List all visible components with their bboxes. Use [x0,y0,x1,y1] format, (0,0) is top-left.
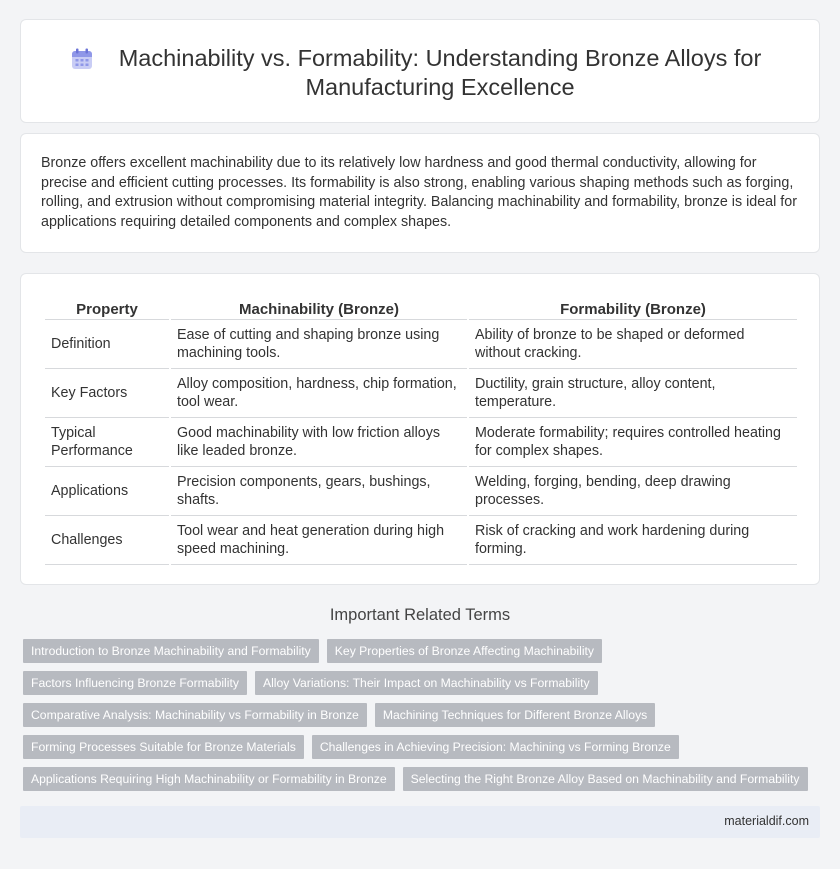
machinability-cell: Tool wear and heat generation during high speed machining. [171,516,467,565]
formability-cell: Ability of bronze to be shaped or deformed without cracking. [469,320,797,369]
machinability-cell: Precision components, gears, bushings, shafts. [171,467,467,516]
table-header-row [45,296,797,320]
machinability-cell: Good machinability with low friction alloys like leaded bronze. [171,418,467,467]
footer-site-link[interactable]: materialdif.com [724,814,809,828]
related-terms-list [23,639,803,799]
related-term-tag[interactable]: Factors Influencing Bronze Formability [23,671,247,695]
table-row [45,320,797,369]
related-term-tag[interactable]: Applications Requiring High Machinability or Formability in Bronze [23,767,395,791]
table-row [45,467,797,516]
related-term-tag[interactable]: Challenges in Achieving Precision: Machining vs Forming Bronze [312,735,679,759]
column-header-machinability: Machinability (Bronze) [171,296,467,320]
page-title: Machinability vs. Formability: Understanding Bronze Alloys for Manufacturing Excellence [118,45,762,100]
property-cell: Typical Performance [45,418,169,467]
property-cell: Definition [45,320,169,369]
related-term-tag[interactable]: Alloy Variations: Their Impact on Machinability vs Formability [255,671,598,695]
machinability-cell: Alloy composition, hardness, chip formation, tool wear. [171,369,467,418]
intro-paragraph: Bronze offers excellent machinability due to its relatively low hardness and good thermal conductivity, allowing for precise and efficient cutting processes. Its formability is also strong, enabling various shaping methods such as forging, rolling, and extrusion without compromising material integrity. Balancing machinability and formability, bronze is ideal for applications requiring detailed components and complex shapes. [41,155,797,230]
property-cell: Challenges [45,516,169,565]
related-term-tag[interactable]: Key Properties of Bronze Affecting Machinability [327,639,602,663]
related-term-tag[interactable]: Selecting the Right Bronze Alloy Based on Machinability and Formability [403,767,808,791]
property-cell: Applications [45,467,169,516]
related-terms-heading: Important Related Terms [329,606,511,624]
property-cell: Key Factors [45,369,169,418]
related-term-tag[interactable]: Machining Techniques for Different Bronze Alloys [375,703,655,727]
comparison-table [43,296,799,565]
formability-cell: Risk of cracking and work hardening during forming. [469,516,797,565]
intro-card [20,133,820,253]
formability-cell: Welding, forging, bending, deep drawing processes. [469,467,797,516]
comparison-table-card [20,273,820,585]
formability-cell: Moderate formability; requires controlled heating for complex shapes. [469,418,797,467]
related-term-tag[interactable]: Forming Processes Suitable for Bronze Materials [23,735,304,759]
related-term-tag[interactable]: Comparative Analysis: Machinability vs Formability in Bronze [23,703,367,727]
table-row [45,418,797,467]
formability-cell: Ductility, grain structure, alloy content, temperature. [469,369,797,418]
table-row [45,369,797,418]
footer [20,806,820,838]
related-term-tag[interactable]: Introduction to Bronze Machinability and Formability [23,639,319,663]
header-card [20,19,820,123]
column-header-formability: Formability (Bronze) [469,296,797,320]
machinability-cell: Ease of cutting and shaping bronze using machining tools. [171,320,467,369]
column-header-property: Property [45,296,169,320]
table-row [45,516,797,565]
